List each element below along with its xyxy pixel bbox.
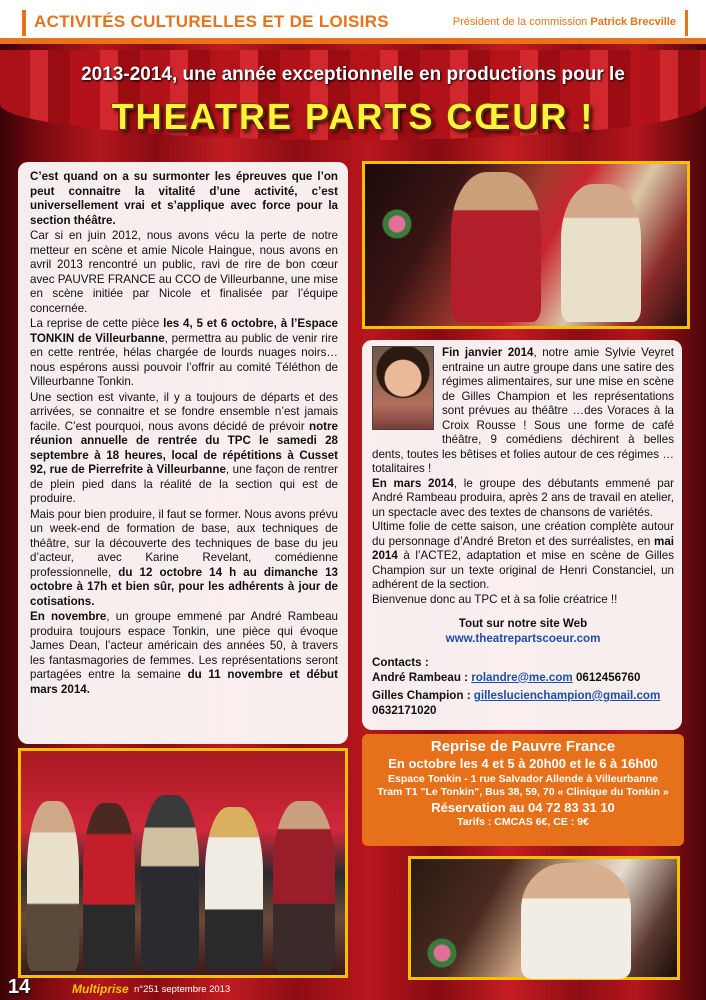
- photo-cast-bow: [18, 748, 348, 978]
- cast-member-5: [273, 801, 335, 971]
- banner-transport: Tram T1 "Le Tonkin", Bus 38, 59, 70 « Clinique du Tonkin »: [377, 786, 669, 798]
- contact-champion: Gilles Champion : gilleslucienchampion@gmail.com 0632171020: [372, 689, 661, 717]
- actress-figure: [451, 172, 541, 322]
- photo-stage-scene: [362, 161, 690, 329]
- header-end-bar: [685, 10, 688, 36]
- section-title: ACTIVITÉS CULTURELLES ET DE LOISIRS: [34, 12, 389, 31]
- left-text-panel: [18, 162, 348, 744]
- cast-member-3: [141, 795, 199, 971]
- header-accent-bar: [22, 10, 26, 36]
- actor-figure: [561, 184, 641, 322]
- contacts-label: Contacts :: [372, 656, 429, 669]
- banner-dates: En octobre les 4 et 5 à 20h00 et le 6 à 16h00: [388, 756, 658, 771]
- cast-member-2: [83, 803, 135, 971]
- paragraph-november: En novembre, un groupe emmené par André Rambeau produira toujours espace Tonkin, une pièce qui évoque James Dean, l’acteur américain des années 50, à travers les fantasmagories de femmes. Les représentations seront partagées entre la semaine du 11 novembre et début mars 2014.: [30, 610, 338, 696]
- right-text-panel: [362, 340, 682, 730]
- flower-bouquet-image: [417, 929, 467, 977]
- website-label: Tout sur notre site Web: [458, 617, 588, 630]
- paragraph-march: En mars 2014, le groupe des débutants emmené par André Rambeau produira, après 2 ans de travail en atelier, un spectacle avec des textes de chansons de variétés.: [372, 476, 675, 519]
- banner-tarifs: Tarifs : CMCAS 6€, CE : 9€: [457, 816, 589, 828]
- cast-member-4: [205, 807, 263, 971]
- page-number: 14: [8, 976, 31, 998]
- banner-reservation: Réservation au 04 72 83 31 10: [431, 800, 615, 815]
- paragraph-meeting: Une section est vivante, il y a toujours de départs et des arrivées, se connaitre et se fondre ensemble n’est jamais facile. C’est pourquoi, nous avons décidé de prévoir notre réunion annuelle de rentrée du TPC le samedi 28 septembre à 18 heures, local de répétitions à Cusset 92, rue de Pierrefrite à Villeurbanne, une façon de rentrer de plein pied dans la réalité de la section qui est de produire.: [30, 390, 338, 505]
- intro-paragraph: C’est quand on a su surmonter les épreuves que l’on peut connaitre la vitalité d’une activité, c’est universellement vrai et s’applique avec force pour la section théâtre.: [30, 170, 338, 227]
- magazine-logo: Multiprise: [72, 982, 129, 996]
- banner-venue: Espace Tonkin - 1 rue Salvador Allende à Villeurbanne: [388, 773, 658, 785]
- website-link[interactable]: www.theatrepartscoeur.com: [445, 631, 601, 645]
- banner-title: Reprise de Pauvre France: [430, 738, 616, 755]
- bald-actor-figure: [521, 863, 631, 979]
- rambeau-email-link[interactable]: rolandre@me.com: [471, 670, 573, 684]
- page-header: [0, 0, 706, 44]
- page-footer: [0, 978, 706, 1000]
- paragraph-training: Mais pour bien produire, il faut se former. Nous avons prévu un week-end de formation de base, aux techniques de théâtre, sur la découverte des techniques de base du jeu d’acteur, avec Karine Revelant, comédienne professionnelle, du 12 octobre 14 h au dimanche 13 octobre à 17h et bien sûr, pour les adhérents à jour de cotisations.: [30, 507, 338, 608]
- flower-vase-image: [377, 204, 417, 244]
- president-credit: Président de la commission Patrick Brecville: [452, 16, 676, 28]
- article-subtitle: 2013-2014, une année exceptionnelle en productions pour le: [81, 64, 625, 85]
- paragraph-january: Fin janvier 2014, notre amie Sylvie Veyret entraine un autre groupe dans une satire des régimes alimentaires, sur une mise en scène de Gilles Champion et les représentations sont prévues au théâtre …des Voraces à la Croix Rousse ! Sous une forme de café théâtre, 9 comédiens déchirent à belles dents, toutes les bêtises et folies autour de ces régimes …totalitaires !: [372, 346, 674, 475]
- reprise-banner: [362, 734, 684, 846]
- contact-rambeau: André Rambeau : rolandre@me.com 0612456760: [372, 670, 641, 684]
- paragraph-welcome: Bienvenue donc au TPC et à sa folie créatrice !!: [372, 592, 618, 606]
- photo-actor-performance: [408, 856, 680, 980]
- issue-info: n°251 septembre 2013: [134, 984, 231, 995]
- champion-email-link[interactable]: gilleslucienchampion@gmail.com: [473, 689, 661, 702]
- article-title: THEATRE PARTS CŒUR !: [111, 96, 595, 137]
- paragraph-history: Car si en juin 2012, nous avons vécu la perte de notre metteur en scène et amie Nicole Haingue, nous avons en avril 2013 rencontré un public, ravi de rire de bon cœur avec PAUVRE FRANCE au CCO de Villeurbanne, une mise en scène initiée par Nicole et finalisée par l’équipe concernée.: [30, 229, 338, 315]
- paragraph-may: Ultime folie de cette saison, une création complète autour du personnage d’André Breton et des surréalistes, en mai 2014 à l’ACTE2, adaptation et mise en scène de Gilles Champion sur un texte original de Henri Constanciel, un adhérent de la section.: [372, 520, 674, 591]
- paragraph-reprise: La reprise de cette pièce les 4, 5 et 6 octobre, à l’Espace TONKIN de Villeurbanne, permettra au public de venir rire en cette rentrée, hélas chargée de lourds nuages noirs…nous espérons aussi pouvoir l’offrir au comité Téléthon de Villeurbanne Tonkin.: [30, 317, 338, 388]
- cast-member-1: [27, 801, 79, 971]
- sylvie-veyret-portrait: [372, 346, 434, 430]
- president-name: Patrick Brecville: [590, 16, 676, 28]
